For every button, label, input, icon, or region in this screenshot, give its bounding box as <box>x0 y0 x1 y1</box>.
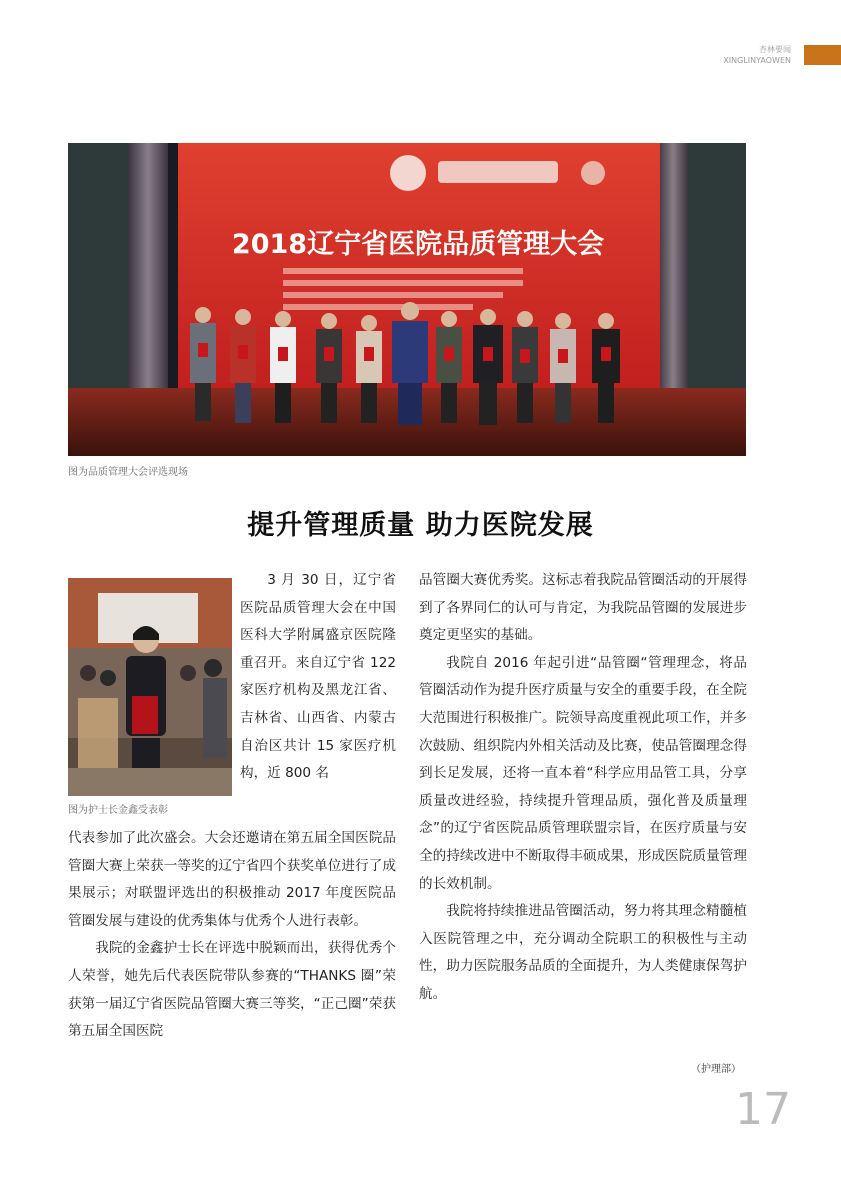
section-title-en: XINGLINYAOWEN <box>723 56 791 65</box>
banner-title: 2018辽宁省医院品质管理大会 <box>231 229 605 260</box>
section-title-cn: 杏林要闻 <box>759 45 791 54</box>
section-header <box>723 44 791 66</box>
paragraph-1-continued: 代表参加了此次盛会。大会还邀请在第五届全国医院品管圈大赛上荣获一等奖的辽宁省四个获奖单位进行了成果展示；对联盟评选出的积极推动 2017 年度医院品管圈发展与建设的优秀集体与优秀个人进行表彰。 <box>68 830 396 929</box>
page-number: 17 <box>735 1084 791 1135</box>
header-accent-block <box>804 45 841 65</box>
inset-portrait-photo <box>68 578 232 796</box>
author-signature: （护理部） <box>691 1064 741 1075</box>
inset-photo-caption: 图为护士长金鑫受表彰 <box>68 805 168 816</box>
main-event-photo <box>68 143 746 456</box>
paragraph-3: 我院自 2016 年起引进“品管圈“管理理念，将品管圈活动作为提升医疗质量与安全的重要手段，在全院大范围进行积极推广。院领导高度重视此项工作，并多次鼓励、组织院内外相关活动及比赛，使品管圈理念得到长足发展，还将一直本着“科学应用品管工具，分享质量改进经验，持续提升管理品质，强化普及质量理念”的辽宁省医院品质管理联盟宗旨，在医疗质量与安全的持续改进中不断取得丰硕成果，形成医院质量管理的长效机制。 <box>419 654 747 892</box>
paragraph-2: 我院的金鑫护士长在评选中脱颖而出，获得优秀个人荣誉，她先后代表医院带队参赛的“THANKS 圈”荣获第一届辽宁省医院品管圈大赛三等奖，“正己圈”荣获第五届全国医院 <box>68 940 396 1040</box>
article-column-left-top <box>240 567 396 788</box>
article-column-right <box>419 567 747 1009</box>
paragraph-2-continued: 品管圈大赛优秀奖。这标志着我院品管圈活动的开展得到了各界同仁的认可与肯定，为我院品管圈的发展进步奠定更坚实的基础。 <box>419 572 747 644</box>
article-column-left-bottom <box>68 825 396 1046</box>
main-photo-caption: 图为品质管理大会评选现场 <box>68 467 188 478</box>
paragraph-1-start: 3 月 30 日，辽宁省医院品质管理大会在中国医科大学附属盛京医院隆重召开。来自辽宁省 122 家医疗机构及黑龙江省、吉林省、山西省、内蒙古自治区共计 15 家医疗机构，近 800 名 <box>240 572 396 782</box>
article-headline: 提升管理质量 助力医院发展 <box>247 510 594 541</box>
paragraph-4: 我院将持续推进品管圈活动，努力将其理念精髓植入医院管理之中，充分调动全院职工的积极性与主动性，助力医院服务品质的全面提升，为人类健康保驾护航。 <box>419 903 747 1002</box>
